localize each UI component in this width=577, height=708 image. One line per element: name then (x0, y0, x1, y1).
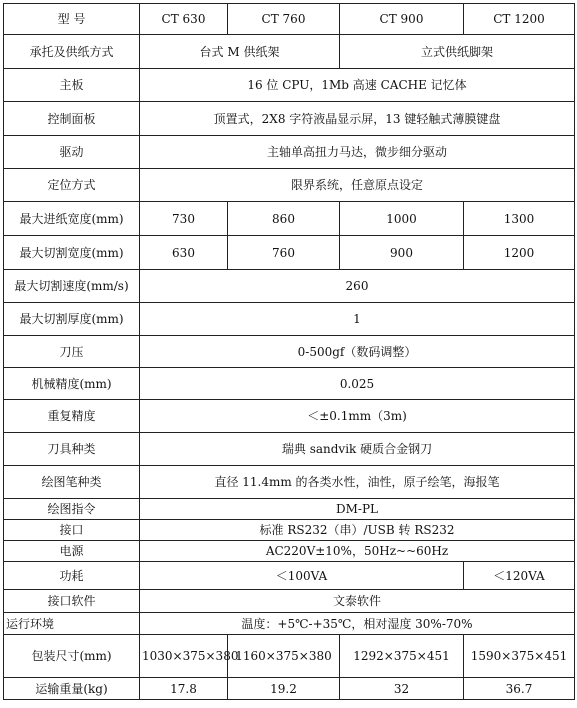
positioning-label: 定位方式 (4, 169, 140, 202)
command-value: DM-PL (140, 499, 575, 520)
row-max-cut-thickness (4, 303, 575, 336)
repeat-precision-label: 重复精度 (4, 400, 140, 433)
max-cut-width-label: 最大切割宽度(mm) (4, 236, 140, 270)
software-value: 文泰软件 (140, 590, 575, 613)
package-size-ct1200: 1590×375×451 (464, 635, 575, 678)
support-desk: 台式 M 供纸架 (140, 35, 340, 69)
shipping-weight-ct760: 19.2 (228, 678, 340, 700)
row-software (4, 590, 575, 613)
max-feed-width-ct760: 860 (228, 202, 340, 236)
environment-label: 运行环境 (4, 613, 140, 635)
row-drive (4, 136, 575, 169)
tool-type-label: 刀具种类 (4, 433, 140, 466)
shipping-weight-ct1200: 36.7 (464, 678, 575, 700)
max-cut-width-ct760: 760 (228, 236, 340, 270)
positioning-value: 限界系统，任意原点设定 (140, 169, 575, 202)
model-ct630: CT 630 (140, 4, 228, 35)
package-size-ct900: 1292×375×451 (340, 635, 464, 678)
repeat-precision-value: ＜±0.1mm（3m) (140, 400, 575, 433)
drive-value: 主轴单高扭力马达，微步细分驱动 (140, 136, 575, 169)
max-feed-width-ct900: 1000 (340, 202, 464, 236)
max-feed-width-ct630: 730 (140, 202, 228, 236)
max-cut-width-ct900: 900 (340, 236, 464, 270)
mainboard-label: 主板 (4, 69, 140, 102)
blade-pressure-label: 刀压 (4, 336, 140, 368)
interface-value: 标准 RS232（串）/USB 转 RS232 (140, 520, 575, 541)
power-label: 电源 (4, 541, 140, 562)
pen-type-value: 直径 11.4mm 的各类水性，油性，原子绘笔，海报笔 (140, 466, 575, 499)
mech-precision-label: 机械精度(mm) (4, 368, 140, 400)
model-ct1200: CT 1200 (464, 4, 575, 35)
software-label: 接口软件 (4, 590, 140, 613)
max-cut-speed-label: 最大切割速度(mm/s) (4, 270, 140, 303)
row-model (4, 4, 575, 35)
specification-table (3, 3, 575, 700)
model-ct760: CT 760 (228, 4, 340, 35)
row-command (4, 499, 575, 520)
row-mech-precision (4, 368, 575, 400)
support-stand: 立式供纸脚架 (340, 35, 575, 69)
panel-label: 控制面板 (4, 102, 140, 136)
package-size-ct760: 1160×375×380 (228, 635, 340, 678)
interface-label: 接口 (4, 520, 140, 541)
row-repeat-precision (4, 400, 575, 433)
row-max-feed-width (4, 202, 575, 236)
row-positioning (4, 169, 575, 202)
row-tool-type (4, 433, 575, 466)
max-cut-thickness-label: 最大切割厚度(mm) (4, 303, 140, 336)
shipping-weight-ct630: 17.8 (140, 678, 228, 700)
max-cut-speed-value: 260 (140, 270, 575, 303)
tool-type-value: 瑞典 sandvik 硬质合金钢刀 (140, 433, 575, 466)
row-consumption (4, 562, 575, 590)
row-support (4, 35, 575, 69)
shipping-weight-ct900: 32 (340, 678, 464, 700)
package-size-ct630: 1030×375×380 (140, 635, 228, 678)
row-environment (4, 613, 575, 635)
consumption-value-b: ＜120VA (464, 562, 575, 590)
row-pen-type (4, 466, 575, 499)
mainboard-value: 16 位 CPU，1Mb 高速 CACHE 记忆体 (140, 69, 575, 102)
mech-precision-value: 0.025 (140, 368, 575, 400)
max-feed-width-label: 最大进纸宽度(mm) (4, 202, 140, 236)
row-mainboard (4, 69, 575, 102)
row-shipping-weight (4, 678, 575, 700)
max-cut-width-ct1200: 1200 (464, 236, 575, 270)
consumption-value-a: ＜100VA (140, 562, 464, 590)
row-max-cut-width (4, 236, 575, 270)
row-interface (4, 520, 575, 541)
environment-value: 温度：+5℃-+35℃，相对湿度 30%-70% (140, 613, 575, 635)
package-size-label: 包装尺寸(mm) (4, 635, 140, 678)
drive-label: 驱动 (4, 136, 140, 169)
blade-pressure-value: 0-500gf（数码调整） (140, 336, 575, 368)
model-header-label: 型 号 (4, 4, 140, 35)
row-power (4, 541, 575, 562)
row-panel (4, 102, 575, 136)
row-blade-pressure (4, 336, 575, 368)
row-max-cut-speed (4, 270, 575, 303)
max-cut-width-ct630: 630 (140, 236, 228, 270)
consumption-label: 功耗 (4, 562, 140, 590)
command-label: 绘图指令 (4, 499, 140, 520)
max-feed-width-ct1200: 1300 (464, 202, 575, 236)
row-package-size (4, 635, 575, 678)
support-label: 承托及供纸方式 (4, 35, 140, 69)
power-value: AC220V±10%，50Hz~~60Hz (140, 541, 575, 562)
max-cut-thickness-value: 1 (140, 303, 575, 336)
panel-value: 顶置式，2X8 字符液晶显示屏，13 键轻触式薄膜键盘 (140, 102, 575, 136)
pen-type-label: 绘图笔种类 (4, 466, 140, 499)
model-ct900: CT 900 (340, 4, 464, 35)
shipping-weight-label: 运输重量(kg) (4, 678, 140, 700)
